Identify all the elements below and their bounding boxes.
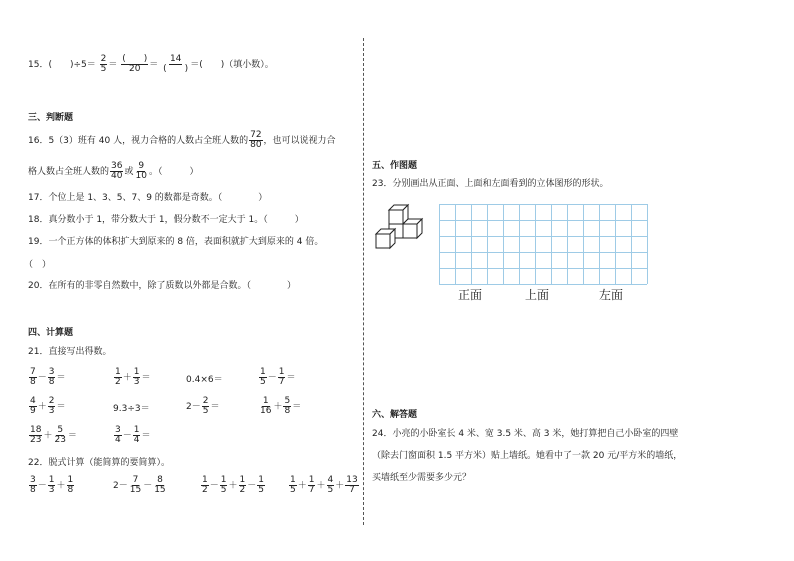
section-6-title: 六、解答题 — [372, 410, 418, 420]
question-19-line-1: 19．一个正方体的体积扩大到原来的 8 倍，表面积就扩大到原来的 4 倍。 — [28, 237, 324, 247]
cube-stack-figure — [374, 200, 436, 258]
q22-item-d: $\frac{1}{5}$ ＋ $\frac{1}{7}$ ＋ $\frac{4}{5}$ ＋ $\frac{13}{7}$ — [290, 475, 358, 495]
label-front-view: 正面 — [458, 288, 483, 302]
question-24-line-2: （除去门窗面积 1.5 平方米）贴上墙纸。她看中了一款 20 元/平方米的墙纸， — [372, 451, 683, 461]
question-17: 17．个位上是 1、3、5、7、9 的数都是奇数。（ ） — [28, 193, 268, 203]
q15-fraction-2: $\frac{( )}{20}$ — [122, 54, 148, 74]
q21-item-10: $\frac{3}{4}$ － $\frac{1}{4}$ ＝ — [115, 425, 151, 445]
q15-fraction-3: $\frac{14}{( )}$ — [163, 54, 189, 74]
label-left-view: 左面 — [599, 288, 624, 302]
q15-fraction-1: $\frac{2}{5}$ — [100, 54, 107, 74]
q21-item-4: $\frac{1}{5}$ － $\frac{1}{7}$ ＝ — [260, 367, 296, 387]
q21-item-8: $\frac{1}{16}$ ＋ $\frac{5}{8}$ ＝ — [260, 396, 302, 416]
question-16-line-2: 格人数占全班人数的 $\frac{36}{40}$ 或 $\frac{9}{10}$ 。（ ） — [28, 161, 199, 181]
question-20: 20．在所有的非零自然数中，除了质数以外都是合数。（ ） — [28, 281, 296, 291]
q22-item-c: $\frac{1}{2}$ － $\frac{1}{5}$ ＋ $\frac{1}{2}$ － $\frac{1}{5}$ — [202, 475, 264, 495]
section-4-title: 四、计算题 — [28, 328, 74, 338]
section-5-title: 五、作图题 — [372, 161, 418, 171]
q21-item-9: $\frac{18}{23}$ ＋ $\frac{5}{23}$ ＝ — [30, 425, 77, 445]
q21-item-1: $\frac{7}{8}$ － $\frac{3}{8}$ ＝ — [30, 367, 66, 387]
q16-fraction-36-40: $\frac{36}{40}$ — [111, 161, 123, 181]
drawing-grid[interactable] — [439, 204, 655, 286]
question-22-title: 22．脱式计算（能简算的要简算）。 — [28, 458, 170, 468]
q21-item-2: $\frac{1}{2}$ ＋ $\frac{1}{3}$ ＝ — [115, 367, 151, 387]
q22-item-b: 2－ $\frac{7}{15}$ － $\frac{8}{15}$ — [113, 475, 166, 495]
question-16-line-1: 16．5（3）班有 40 人，视力合格的人数占全班人数的 $\frac{72}{80}$ ，也可以说视力合 — [28, 130, 336, 150]
question-24-line-1: 24．小亮的小卧室长 4 米、宽 3.5 米、高 3 米，她打算把自己小卧室的四壁 — [372, 429, 679, 439]
question-24-line-3: 买墙纸至少需要多少元？ — [372, 473, 472, 483]
q22-item-a: $\frac{3}{8}$ － $\frac{1}{3}$ ＋ $\frac{1}{8}$ — [30, 475, 74, 495]
q21-item-7: 2－ $\frac{2}{5}$ ＝ — [186, 396, 220, 416]
label-top-view: 上面 — [525, 288, 550, 302]
question-23-title: 23．分别画出从正面、上面和左面看到的立体图形的形状。 — [372, 179, 609, 189]
q16-fraction-9-10: $\frac{9}{10}$ — [135, 161, 147, 181]
q15-text: ( )÷5＝ — [48, 60, 96, 70]
section-3-title: 三、判断题 — [28, 113, 74, 123]
question-15: 15．( )÷5＝ $\frac{2}{5}$ ＝ $\frac{( )}{20}$ ＝ $\frac{14}{( )}$ ＝( )（填小数）。 — [28, 54, 274, 74]
question-19-line-2: （ ） — [24, 260, 52, 270]
column-divider — [363, 38, 364, 525]
q16-fraction-72-80: $\frac{72}{80}$ — [250, 130, 262, 150]
question-21-title: 21．直接写出得数。 — [28, 347, 112, 357]
q21-item-5: $\frac{4}{9}$ ＋ $\frac{2}{3}$ ＝ — [30, 396, 66, 416]
q21-item-3: 0.4×6＝ — [186, 375, 223, 385]
question-18: 18．真分数小于 1，带分数大于 1，假分数不一定大于 1。（ ） — [28, 215, 304, 225]
q15-number: 15． — [28, 60, 49, 70]
q21-item-6: 9.3÷3＝ — [113, 404, 150, 414]
